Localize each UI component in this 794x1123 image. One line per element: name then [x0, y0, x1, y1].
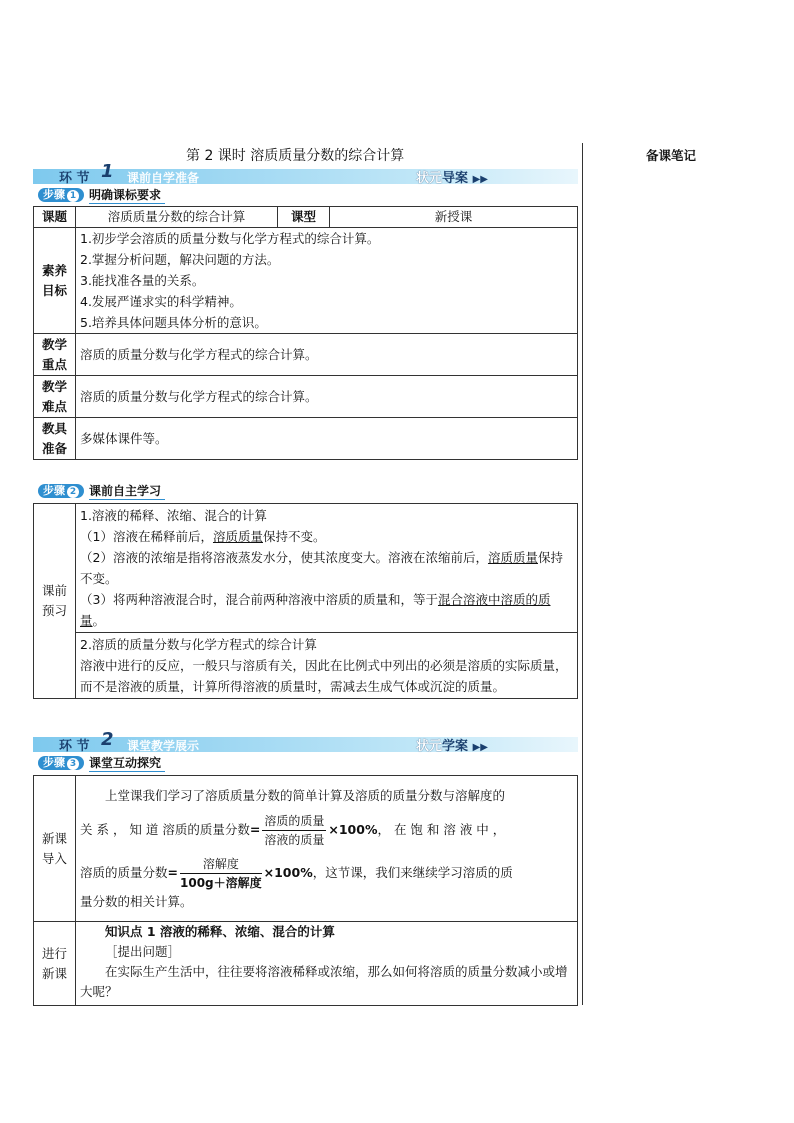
text: 关 系 ， 知 道 溶质的质量分数	[80, 821, 250, 837]
section-huan: 环 节	[59, 171, 90, 186]
step-title: 课前自主学习	[89, 484, 165, 500]
classroom-table	[33, 775, 578, 1006]
intro-line-1: 上堂课我们学习了溶质质量分数的简单计算及溶质的质量分数与溶解度的	[105, 787, 506, 803]
answer-underlined: 溶质质量	[487, 550, 538, 565]
step-pill-label: 步骤	[43, 188, 65, 201]
section-right-a: 状元	[416, 171, 443, 186]
course-info-table	[33, 206, 578, 460]
step-number: 3	[67, 758, 79, 770]
difficulty-value: 溶质的质量分数与化学方程式的综合计算。	[76, 376, 578, 418]
text: （3）将两种溶液混合时，混合前两种溶液中溶质的质量和，等于	[80, 592, 438, 607]
tools-value: 多媒体课件等。	[76, 418, 578, 460]
denominator: 100g＋溶解度	[180, 875, 262, 890]
topic-value: 溶质质量分数的综合计算	[76, 207, 278, 228]
page-title: 第 2 课时 溶质质量分数的综合计算	[186, 148, 405, 164]
side-notes-label: 备课笔记	[646, 148, 697, 163]
topic-header: 课题	[34, 207, 76, 228]
goal-item: 1.初步学会溶质的质量分数与化学方程式的综合计算。	[80, 231, 380, 246]
step-pill	[38, 188, 84, 202]
goal-item: 5.培养具体问题具体分析的意识。	[80, 315, 267, 330]
goal-item: 2.掌握分析问题，解决问题的方法。	[80, 252, 280, 267]
step-pill-label: 步骤	[43, 484, 65, 497]
part-2-body: 溶液中进行的反应，一般只与溶质有关，因此在比例式中列出的必须是溶质的实际质量，而不是溶液的质量，计算所得溶液的质量时，需减去生成气体或沉淀的质量。	[80, 658, 568, 694]
type-header: 课型	[278, 207, 330, 228]
section-label: 课堂教学展示	[127, 739, 200, 753]
goal-item: 4.发展严谨求实的科学精神。	[80, 294, 242, 309]
step-pill-label: 步骤	[43, 756, 65, 769]
text: 溶质的质量分数	[80, 864, 168, 880]
margin-divider	[582, 143, 583, 1005]
step-1	[38, 188, 165, 203]
section-right-b: 导案	[442, 171, 469, 186]
step-number: 1	[67, 190, 79, 202]
text: ，这节课，我们来继续学习溶质的质	[312, 864, 513, 880]
intro-line-2	[80, 812, 573, 849]
double-arrow-icon: ▶▶	[472, 742, 488, 753]
fraction-1	[262, 812, 326, 849]
intro-header: 新课 导入	[34, 776, 76, 922]
times-100: ×100%	[328, 821, 378, 837]
section-number: 1	[101, 161, 114, 182]
numerator: 溶质的质量	[262, 812, 326, 831]
section-huan: 环 节	[59, 739, 90, 754]
step-pill	[38, 484, 84, 498]
new-lesson-cell	[76, 922, 578, 1006]
section-bar-2	[33, 729, 578, 754]
key-header: 教学 重点	[34, 334, 76, 376]
text: （2）溶液的浓缩是指将溶液蒸发水分，使其浓度变大。溶液在浓缩前后，	[80, 550, 488, 565]
answer-underlined: 混合溶液中溶质的质量	[80, 592, 551, 628]
double-arrow-icon: ▶▶	[472, 174, 488, 185]
question-label: ［提出问题］	[105, 944, 181, 959]
preview-header: 课前 预习	[34, 504, 76, 699]
part-1-title: 1.溶液的稀释、浓缩、混合的计算	[80, 508, 267, 523]
fraction-2	[180, 855, 262, 892]
equals-sign: =	[249, 821, 261, 837]
text: 保持不变。	[262, 529, 326, 544]
part-1-item-1	[80, 526, 573, 547]
intro-cell	[76, 776, 578, 922]
text: （1）溶液在稀释前后，	[80, 529, 213, 544]
step-title: 明确课标要求	[89, 188, 165, 204]
preview-table	[33, 503, 578, 699]
goals-header: 素养 目标	[34, 228, 76, 334]
preview-part-2	[76, 633, 578, 699]
goals-cell	[76, 228, 578, 334]
step-2	[38, 484, 165, 499]
preview-part-1	[76, 504, 578, 633]
part-1-item-2	[80, 547, 573, 589]
key-value: 溶质的质量分数与化学方程式的综合计算。	[76, 334, 578, 376]
part-1-item-3	[80, 589, 573, 631]
text: 保持不变。	[80, 550, 563, 586]
numerator: 溶解度	[180, 855, 262, 874]
step-pill	[38, 756, 84, 770]
section-bar-1	[33, 161, 578, 186]
knowledge-point-1: 知识点 1 溶液的稀释、浓缩、混合的计算	[105, 924, 335, 939]
text: ， 在 饱 和 溶 液 中 ，	[377, 821, 506, 837]
intro-line-4: 量分数的相关计算。	[80, 893, 193, 909]
question-body: 在实际生产生活中，往往要将溶液稀释或浓缩，那么如何将溶质的质量分数减小或增大呢？	[80, 964, 568, 999]
step-title: 课堂互动探究	[89, 756, 165, 772]
type-value: 新授课	[330, 207, 578, 228]
denominator: 溶液的质量	[264, 832, 325, 847]
section-number: 2	[101, 729, 114, 750]
times-100: ×100%	[263, 864, 313, 880]
equals-sign: =	[167, 864, 178, 880]
section-right-b: 学案	[442, 739, 469, 754]
step-number: 2	[67, 486, 79, 498]
difficulty-header: 教学 难点	[34, 376, 76, 418]
step-3	[38, 756, 165, 771]
tools-header: 教具 准备	[34, 418, 76, 460]
section-right-a: 状元	[416, 739, 443, 754]
section-label: 课前自学准备	[127, 171, 200, 185]
answer-underlined: 溶质质量	[212, 529, 263, 544]
intro-line-3	[80, 855, 573, 892]
text: 。	[92, 613, 106, 628]
part-2-title: 2.溶质的质量分数与化学方程式的综合计算	[80, 637, 317, 652]
goal-item: 3.能找准各量的关系。	[80, 273, 205, 288]
new-lesson-header: 进行 新课	[34, 922, 76, 1006]
section-right-title	[416, 167, 488, 186]
section-right-title	[416, 735, 488, 754]
